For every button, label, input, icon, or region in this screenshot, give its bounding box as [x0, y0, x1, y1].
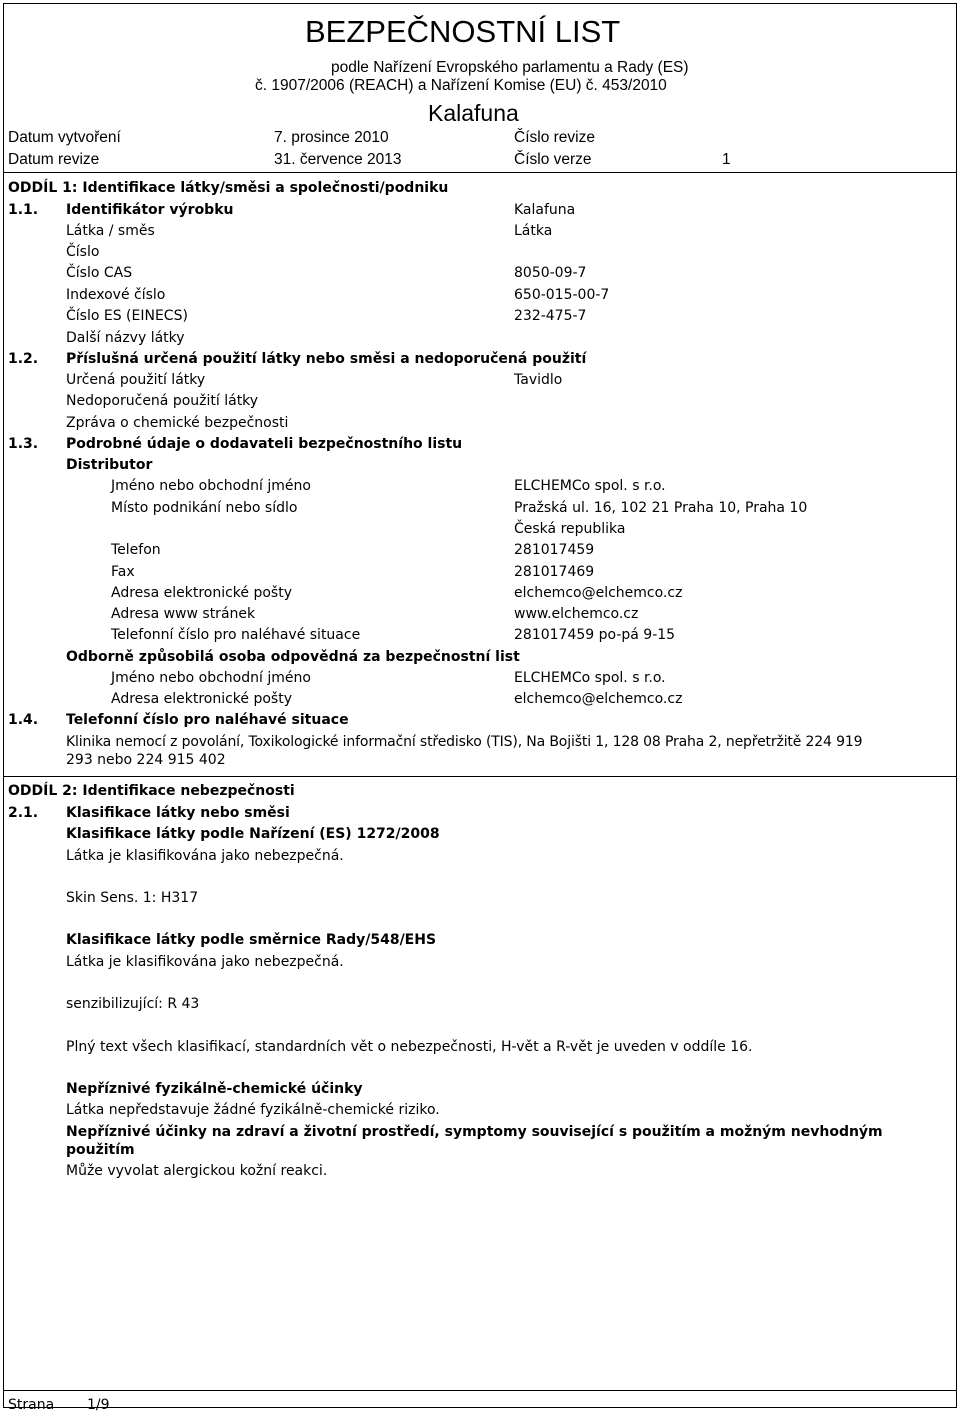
physchem-effects-title: Nepříznivé fyzikálně-chemické účinky — [66, 1081, 363, 1097]
revision-date-label: Datum revize — [8, 151, 100, 168]
field-value: Látka — [514, 223, 553, 239]
regulation-line-2: č. 1907/2006 (REACH) a Nařízení Komise (EU) č. 453/2010 — [255, 77, 667, 94]
page-number: 1/9 — [87, 1397, 110, 1413]
field-label: Indexové číslo — [66, 287, 166, 303]
full-text-note: Plný text všech klasifikací, standardních vět o nebezpečnosti, H-vět a R-vět je uveden v oddíle 16. — [66, 1039, 753, 1055]
subsection-number: 1.3. — [8, 436, 39, 452]
regulation-line-1: podle Nařízení Evropského parlamentu a Rady (ES) — [331, 59, 689, 76]
field-value: ELCHEMCo spol. s r.o. — [514, 478, 666, 494]
field-label: Jméno nebo obchodní jméno — [111, 670, 311, 686]
dsd-classification-title: Klasifikace látky podle směrnice Rady/548/EHS — [66, 932, 437, 948]
header-divider — [3, 172, 957, 173]
physchem-effects-text: Látka nepředstavuje žádné fyzikálně-chemické riziko. — [66, 1102, 440, 1118]
clp-classification-title: Klasifikace látky podle Nařízení (ES) 1272/2008 — [66, 826, 440, 842]
field-label: Zpráva o chemické bezpečnosti — [66, 415, 289, 431]
field-label: Číslo CAS — [66, 265, 133, 281]
field-label: Látka / směs — [66, 223, 155, 239]
field-label: Číslo — [66, 244, 100, 260]
section-1-heading: ODDÍL 1: Identifikace látky/směsi a společnosti/podniku — [8, 180, 449, 196]
subsection-title: Podrobné údaje o dodavateli bezpečnostního listu — [66, 436, 463, 452]
subsection-title: Identifikátor výrobku — [66, 202, 234, 218]
field-value: elchemco@elchemco.cz — [514, 585, 683, 601]
field-value: Tavidlo — [514, 372, 563, 388]
field-label: Číslo ES (EINECS) — [66, 308, 188, 324]
footer-divider — [3, 1390, 957, 1391]
product-name: Kalafuna — [428, 100, 519, 126]
field-value: 281017469 — [514, 564, 595, 580]
revision-number-label: Číslo revize — [514, 129, 595, 146]
field-value: 8050-09-7 — [514, 265, 587, 281]
field-label: Další názvy látky — [66, 330, 185, 346]
field-value: www.elchemco.cz — [514, 606, 639, 622]
field-value: ELCHEMCo spol. s r.o. — [514, 670, 666, 686]
field-label: Nedoporučená použití látky — [66, 393, 259, 409]
dsd-hazard-class: senzibilizující: R 43 — [66, 996, 200, 1012]
page-label: Strana — [8, 1397, 55, 1413]
field-label: Fax — [111, 564, 135, 580]
field-value: 232-475-7 — [514, 308, 587, 324]
field-label: Telefon — [111, 542, 161, 558]
field-value: 281017459 po-pá 9-15 — [514, 627, 676, 643]
subsection-title: Telefonní číslo pro naléhavé situace — [66, 712, 349, 728]
document-title: BEZPEČNOSTNÍ LIST — [305, 14, 621, 49]
field-value: 650-015-00-7 — [514, 287, 610, 303]
revision-date-value: 31. července 2013 — [274, 151, 402, 168]
created-label: Datum vytvoření — [8, 129, 121, 146]
field-label: Adresa elektronické pošty — [111, 585, 292, 601]
product-identifier-value: Kalafuna — [514, 202, 576, 218]
created-value: 7. prosince 2010 — [274, 129, 389, 146]
responsible-person-label: Odborně způsobilá osoba odpovědná za bezpečnostní list — [66, 649, 520, 665]
dsd-classification-text: Látka je klasifikována jako nebezpečná. — [66, 954, 344, 970]
field-value: Česká republika — [514, 521, 626, 537]
field-label: Adresa elektronické pošty — [111, 691, 292, 707]
field-label: Telefonní číslo pro naléhavé situace — [111, 627, 361, 643]
emergency-contact-line-2: 293 nebo 224 915 402 — [66, 752, 226, 768]
version-value: 1 — [722, 151, 731, 168]
subsection-number: 1.2. — [8, 351, 39, 367]
clp-hazard-class: Skin Sens. 1: H317 — [66, 890, 199, 906]
subsection-title: Klasifikace látky nebo směsi — [66, 805, 290, 821]
field-label: Adresa www stránek — [111, 606, 256, 622]
subsection-number: 2.1. — [8, 805, 39, 821]
health-effects-text: Může vyvolat alergickou kožní reakci. — [66, 1163, 328, 1179]
field-label: Jméno nebo obchodní jméno — [111, 478, 311, 494]
field-value: Pražská ul. 16, 102 21 Praha 10, Praha 10 — [514, 500, 808, 516]
health-effects-title-line-2: použitím — [66, 1142, 135, 1158]
field-value: 281017459 — [514, 542, 595, 558]
subsection-number: 1.1. — [8, 202, 39, 218]
clp-classification-text: Látka je klasifikována jako nebezpečná. — [66, 848, 344, 864]
field-label: Místo podnikání nebo sídlo — [111, 500, 298, 516]
emergency-contact-line-1: Klinika nemocí z povolání, Toxikologické informační středisko (TIS), Na Bojišti 1, 128 08 Praha 2, nepřetržitě 224 919 — [66, 734, 863, 750]
health-effects-title-line-1: Nepříznivé účinky na zdraví a životní prostředí, symptomy související s použitím a možným nevhodným — [66, 1124, 883, 1140]
section-2-heading: ODDÍL 2: Identifikace nebezpečnosti — [8, 783, 295, 799]
subsection-title: Příslušná určená použití látky nebo směsi a nedoporučená použití — [66, 351, 587, 367]
field-value: elchemco@elchemco.cz — [514, 691, 683, 707]
subsection-number: 1.4. — [8, 712, 39, 728]
distributor-label: Distributor — [66, 457, 153, 473]
field-label: Určená použití látky — [66, 372, 206, 388]
version-label: Číslo verze — [514, 151, 592, 168]
section-divider — [3, 776, 957, 777]
